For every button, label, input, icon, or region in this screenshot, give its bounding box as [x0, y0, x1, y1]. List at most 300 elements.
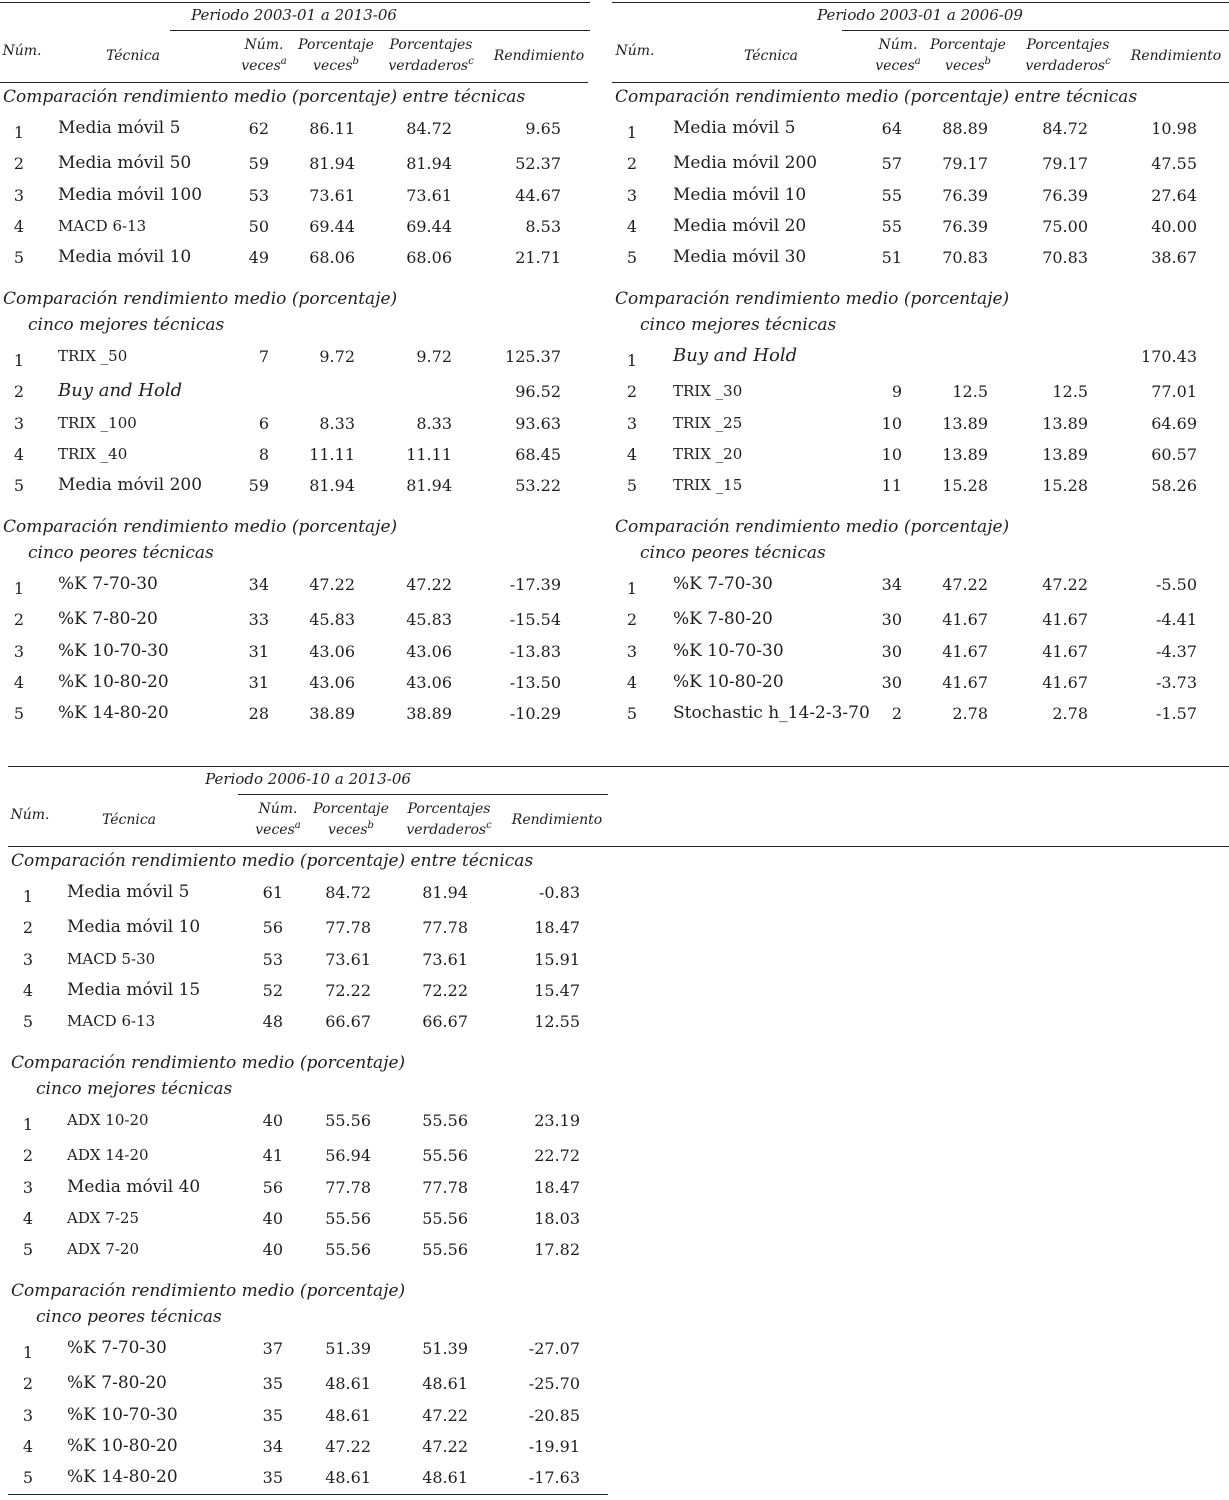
row-rendimiento: -4.37 [1155, 642, 1197, 661]
top-rule [612, 2, 1229, 3]
row-num: 1 [22, 887, 34, 906]
row-num: 2 [22, 1146, 34, 1165]
row-num-veces: 7 [258, 347, 269, 366]
row-pct-veces: 13.89 [942, 414, 988, 433]
col-header-pct-verdaderos-line2-text: verdaderos [1025, 58, 1106, 74]
row-num: 4 [626, 445, 638, 464]
row-rendimiento: 12.55 [534, 1012, 580, 1031]
row-num: 2 [13, 610, 25, 629]
row-rendimiento: 22.72 [534, 1146, 580, 1165]
row-rendimiento: 64.69 [1151, 414, 1197, 433]
col-header-pct-verdaderos-footnote: c [486, 820, 492, 831]
section-subtitle: cinco mejores técnicas [28, 315, 225, 335]
col-header-num-veces-line2-text: veces [241, 58, 281, 74]
row-num: 3 [22, 1406, 34, 1425]
row-tecnica: %K 7-80-20 [67, 1373, 167, 1393]
period-rule [170, 30, 590, 31]
row-rendimiento: 21.71 [515, 248, 561, 267]
col-header-num-veces-line2-text: veces [875, 58, 915, 74]
section-title: Comparación rendimiento medio (porcentaje) [3, 289, 398, 309]
col-header-num-veces-line1: Núm. [258, 801, 298, 817]
row-num-veces: 30 [881, 642, 902, 661]
col-header-pct-veces-line2-text: veces [328, 822, 368, 838]
row-num: 5 [13, 248, 25, 267]
col-header-pct-veces-line1: Porcentaje [313, 801, 389, 817]
col-header-num-veces-line1: Núm. [244, 37, 284, 53]
row-rendimiento: -25.70 [528, 1374, 580, 1393]
row-tecnica: MACD 5-30 [67, 950, 156, 968]
row-pct-verdaderos: 72.22 [422, 981, 468, 1000]
row-pct-veces: 69.44 [309, 217, 355, 236]
row-pct-veces: 48.61 [325, 1468, 371, 1487]
row-pct-veces: 51.39 [325, 1339, 371, 1358]
period-rule [238, 794, 608, 795]
row-pct-verdaderos: 41.67 [1042, 610, 1088, 629]
section-title: Comparación rendimiento medio (porcentaje) [615, 517, 1010, 537]
row-pct-verdaderos: 47.22 [1042, 575, 1088, 594]
row-num: 2 [13, 382, 25, 401]
col-header-num-veces-footnote: a [914, 56, 921, 67]
row-num: 2 [626, 610, 638, 629]
row-pct-verdaderos: 47.22 [422, 1437, 468, 1456]
row-pct-verdaderos: 66.67 [422, 1012, 468, 1031]
period-title: Periodo 2006-10 a 2013-06 [205, 770, 411, 788]
row-num: 5 [22, 1468, 34, 1487]
row-pct-veces: 77.78 [325, 918, 371, 937]
row-num-veces: 40 [262, 1240, 283, 1259]
row-num-veces: 49 [248, 248, 269, 267]
row-num-veces: 35 [262, 1374, 283, 1393]
col-header-pct-verdaderos-line2 [394, 820, 504, 841]
row-pct-veces: 41.67 [942, 642, 988, 661]
row-rendimiento: -10.29 [509, 704, 561, 723]
row-num: 2 [626, 154, 638, 173]
row-num-veces: 34 [248, 575, 269, 594]
row-num: 4 [22, 1437, 34, 1456]
row-num: 2 [13, 154, 25, 173]
row-num-veces: 2 [891, 704, 902, 723]
row-tecnica: %K 14-80-20 [58, 703, 169, 723]
row-tecnica: %K 7-70-30 [67, 1338, 167, 1358]
row-pct-veces: 47.22 [309, 575, 355, 594]
row-pct-veces: 8.33 [319, 414, 355, 433]
row-num-veces: 10 [881, 445, 902, 464]
row-rendimiento: -0.83 [538, 883, 580, 902]
row-num-veces: 28 [248, 704, 269, 723]
row-pct-verdaderos: 47.22 [422, 1406, 468, 1425]
row-rendimiento: 40.00 [1151, 217, 1197, 236]
col-header-num: Núm. [10, 807, 50, 823]
row-rendimiento: 15.91 [534, 950, 580, 969]
section-title: Comparación rendimiento medio (porcentaje) [3, 517, 398, 537]
col-header-pct-veces-line2 [913, 56, 1023, 77]
row-num-veces: 33 [248, 610, 269, 629]
row-pct-veces: 79.17 [942, 154, 988, 173]
row-pct-veces: 81.94 [309, 154, 355, 173]
section-title: Comparación rendimiento medio (porcentaje) [11, 1281, 406, 1301]
row-pct-verdaderos: 48.61 [422, 1374, 468, 1393]
col-header-pct-veces-line2-text: veces [313, 58, 353, 74]
row-num: 2 [626, 382, 638, 401]
row-rendimiento: 18.47 [534, 918, 580, 937]
row-pct-verdaderos: 55.56 [422, 1209, 468, 1228]
row-rendimiento: 93.63 [515, 414, 561, 433]
row-rendimiento: 77.01 [1151, 382, 1197, 401]
row-pct-veces: 47.22 [325, 1437, 371, 1456]
row-pct-veces: 73.61 [309, 186, 355, 205]
row-pct-veces: 43.06 [309, 642, 355, 661]
row-tecnica: Buy and Hold [673, 345, 798, 366]
row-tecnica: TRIX _25 [673, 414, 743, 432]
row-tecnica: MACD 6-13 [58, 217, 147, 235]
col-header-rendimiento: Rendimiento [1130, 48, 1222, 64]
top-rule [8, 766, 1229, 767]
col-header-num: Núm. [2, 43, 42, 59]
row-num-veces: 59 [248, 154, 269, 173]
row-num: 5 [22, 1012, 34, 1031]
row-num: 3 [626, 642, 638, 661]
col-header-pct-verdaderos-line1: Porcentajes [389, 37, 473, 53]
row-rendimiento: 60.57 [1151, 445, 1197, 464]
row-pct-veces: 9.72 [319, 347, 355, 366]
row-num: 5 [22, 1240, 34, 1259]
row-tecnica: TRIX _40 [58, 445, 128, 463]
row-tecnica: %K 10-80-20 [58, 672, 169, 692]
col-header-pct-verdaderos-line1: Porcentajes [407, 801, 491, 817]
row-pct-verdaderos: 76.39 [1042, 186, 1088, 205]
row-pct-verdaderos: 55.56 [422, 1111, 468, 1130]
row-num-veces: 37 [262, 1339, 283, 1358]
row-pct-verdaderos: 77.78 [422, 918, 468, 937]
col-header-pct-veces-footnote: b [352, 56, 359, 67]
row-pct-veces: 47.22 [942, 575, 988, 594]
period-title: Periodo 2003-01 a 2006-09 [817, 6, 1023, 24]
row-rendimiento: 47.55 [1151, 154, 1197, 173]
header-rule [612, 82, 1229, 83]
row-num: 4 [22, 1209, 34, 1228]
row-pct-verdaderos: 73.61 [422, 950, 468, 969]
period-rule [842, 30, 1229, 31]
col-header-pct-veces-line1: Porcentaje [930, 37, 1006, 53]
row-num-veces: 31 [248, 673, 269, 692]
row-pct-verdaderos: 15.28 [1042, 476, 1088, 495]
row-pct-verdaderos: 84.72 [406, 119, 452, 138]
section-subtitle: cinco peores técnicas [36, 1307, 222, 1327]
section-title: Comparación rendimiento medio (porcentaje) entre técnicas [3, 87, 526, 107]
row-num-veces: 8 [258, 445, 269, 464]
col-header-pct-veces-line2-text: veces [945, 58, 985, 74]
row-pct-verdaderos: 41.67 [1042, 673, 1088, 692]
row-rendimiento: 10.98 [1151, 119, 1197, 138]
row-num: 1 [626, 351, 638, 370]
row-pct-verdaderos: 70.83 [1042, 248, 1088, 267]
row-pct-verdaderos: 81.94 [406, 154, 452, 173]
col-header-rendimiento: Rendimiento [511, 812, 603, 828]
row-tecnica: Media móvil 20 [673, 216, 807, 236]
col-header-tecnica: Técnica [101, 812, 157, 828]
col-header-pct-verdaderos-line2 [1013, 56, 1123, 77]
row-rendimiento: -20.85 [528, 1406, 580, 1425]
row-pct-veces: 88.89 [942, 119, 988, 138]
col-header-pct-veces-footnote: b [984, 56, 991, 67]
row-num-veces: 30 [881, 673, 902, 692]
row-pct-veces: 12.5 [952, 382, 988, 401]
row-num-veces: 55 [881, 186, 902, 205]
row-pct-verdaderos: 41.67 [1042, 642, 1088, 661]
row-tecnica: Media móvil 50 [58, 153, 192, 173]
col-header-pct-verdaderos-line1: Porcentajes [1026, 37, 1110, 53]
row-num-veces: 10 [881, 414, 902, 433]
row-tecnica: Media móvil 5 [67, 882, 190, 902]
row-tecnica: %K 7-70-30 [673, 574, 773, 594]
row-pct-veces: 43.06 [309, 673, 355, 692]
row-num-veces: 40 [262, 1209, 283, 1228]
col-header-pct-verdaderos-line2-text: verdaderos [388, 58, 469, 74]
row-pct-verdaderos: 43.06 [406, 642, 452, 661]
row-tecnica: TRIX _30 [673, 382, 743, 400]
row-rendimiento: -3.73 [1155, 673, 1197, 692]
row-pct-verdaderos: 45.83 [406, 610, 452, 629]
row-pct-verdaderos: 79.17 [1042, 154, 1088, 173]
row-tecnica: ADX 10-20 [67, 1111, 149, 1129]
row-num: 2 [22, 918, 34, 937]
row-rendimiento: 68.45 [515, 445, 561, 464]
row-tecnica: %K 10-80-20 [673, 672, 784, 692]
row-pct-verdaderos: 77.78 [422, 1178, 468, 1197]
row-num: 1 [626, 123, 638, 142]
row-rendimiento: -17.63 [528, 1468, 580, 1487]
row-pct-veces: 2.78 [952, 704, 988, 723]
row-tecnica: %K 7-80-20 [673, 609, 773, 629]
row-pct-veces: 56.94 [325, 1146, 371, 1165]
row-num: 1 [13, 351, 25, 370]
row-pct-veces: 72.22 [325, 981, 371, 1000]
row-num-veces: 9 [891, 382, 902, 401]
row-tecnica: Media móvil 30 [673, 247, 807, 267]
row-tecnica: ADX 7-25 [67, 1209, 140, 1227]
row-num-veces: 35 [262, 1406, 283, 1425]
col-header-num: Núm. [615, 43, 655, 59]
row-num: 3 [626, 186, 638, 205]
section-title: Comparación rendimiento medio (porcentaje) entre técnicas [11, 851, 534, 871]
col-header-pct-verdaderos-line2 [376, 56, 486, 77]
row-num-veces: 64 [881, 119, 902, 138]
row-rendimiento: 125.37 [505, 347, 561, 366]
row-pct-verdaderos: 55.56 [422, 1240, 468, 1259]
row-num: 5 [626, 476, 638, 495]
row-num-veces: 51 [881, 248, 902, 267]
row-pct-veces: 76.39 [942, 217, 988, 236]
row-rendimiento: 53.22 [515, 476, 561, 495]
col-header-pct-verdaderos-line2-text: verdaderos [406, 822, 487, 838]
row-pct-verdaderos: 9.72 [416, 347, 452, 366]
row-rendimiento: 38.67 [1151, 248, 1197, 267]
row-rendimiento: 17.82 [534, 1240, 580, 1259]
col-header-tecnica: Técnica [743, 48, 799, 64]
row-pct-verdaderos: 84.72 [1042, 119, 1088, 138]
header-rule [8, 846, 1229, 847]
row-num-veces: 35 [262, 1468, 283, 1487]
row-num: 3 [22, 1178, 34, 1197]
col-header-tecnica: Técnica [105, 48, 161, 64]
row-rendimiento: 58.26 [1151, 476, 1197, 495]
col-header-pct-veces-footnote: b [367, 820, 374, 831]
row-pct-veces: 77.78 [325, 1178, 371, 1197]
row-num: 3 [13, 414, 25, 433]
row-tecnica: %K 14-80-20 [67, 1467, 178, 1487]
row-num: 5 [626, 704, 638, 723]
row-tecnica: %K 10-70-30 [673, 641, 784, 661]
row-tecnica: Media móvil 15 [67, 980, 201, 1000]
row-num: 1 [13, 579, 25, 598]
row-pct-veces: 68.06 [309, 248, 355, 267]
row-tecnica: Media móvil 200 [673, 153, 818, 173]
row-num: 2 [22, 1374, 34, 1393]
row-num: 1 [13, 123, 25, 142]
row-pct-verdaderos: 47.22 [406, 575, 452, 594]
row-num-veces: 50 [248, 217, 269, 236]
row-num: 5 [626, 248, 638, 267]
row-pct-verdaderos: 55.56 [422, 1146, 468, 1165]
row-rendimiento: -13.50 [509, 673, 561, 692]
section-title: Comparación rendimiento medio (porcentaje) entre técnicas [615, 87, 1138, 107]
row-num-veces: 53 [248, 186, 269, 205]
row-tecnica: %K 10-80-20 [67, 1436, 178, 1456]
row-rendimiento: 96.52 [515, 382, 561, 401]
row-pct-veces: 55.56 [325, 1111, 371, 1130]
row-tecnica: Media móvil 5 [673, 118, 796, 138]
section-subtitle: cinco peores técnicas [640, 543, 826, 563]
row-pct-verdaderos: 2.78 [1052, 704, 1088, 723]
row-tecnica: %K 10-70-30 [67, 1405, 178, 1425]
row-num-veces: 56 [262, 918, 283, 937]
row-num: 4 [22, 981, 34, 1000]
row-rendimiento: -15.54 [509, 610, 561, 629]
col-header-pct-verdaderos-footnote: c [1105, 56, 1111, 67]
row-tecnica: Buy and Hold [58, 380, 183, 401]
row-num: 4 [626, 673, 638, 692]
row-num-veces: 34 [881, 575, 902, 594]
row-pct-veces: 70.83 [942, 248, 988, 267]
row-tecnica: Media móvil 5 [58, 118, 181, 138]
row-num: 3 [22, 950, 34, 969]
row-rendimiento: 18.47 [534, 1178, 580, 1197]
row-tecnica: %K 7-80-20 [58, 609, 158, 629]
col-header-num-veces-footnote: a [280, 56, 287, 67]
row-num-veces: 56 [262, 1178, 283, 1197]
row-tecnica: TRIX _100 [58, 414, 137, 432]
row-rendimiento: 52.37 [515, 154, 561, 173]
section-title: Comparación rendimiento medio (porcentaje) [615, 289, 1010, 309]
row-rendimiento: -17.39 [509, 575, 561, 594]
row-pct-verdaderos: 43.06 [406, 673, 452, 692]
row-rendimiento: 170.43 [1141, 347, 1197, 366]
row-rendimiento: -19.91 [528, 1437, 580, 1456]
row-num: 3 [13, 186, 25, 205]
row-num: 1 [626, 579, 638, 598]
row-pct-verdaderos: 69.44 [406, 217, 452, 236]
row-tecnica: Media móvil 100 [58, 185, 203, 205]
col-header-rendimiento: Rendimiento [493, 48, 585, 64]
col-header-pct-veces-line2 [281, 56, 391, 77]
row-tecnica: Media móvil 40 [67, 1177, 201, 1197]
row-tecnica: Media móvil 10 [67, 917, 201, 937]
col-header-num-veces-footnote: a [294, 820, 301, 831]
col-header-num-veces-line2-text: veces [255, 822, 295, 838]
row-pct-verdaderos: 51.39 [422, 1339, 468, 1358]
row-pct-veces: 48.61 [325, 1406, 371, 1425]
row-pct-verdaderos: 68.06 [406, 248, 452, 267]
row-tecnica: Media móvil 200 [58, 475, 203, 495]
col-header-pct-verdaderos-footnote: c [468, 56, 474, 67]
row-pct-veces: 41.67 [942, 673, 988, 692]
row-num-veces: 40 [262, 1111, 283, 1130]
col-header-num-veces-line1: Núm. [878, 37, 918, 53]
row-num-veces: 11 [881, 476, 902, 495]
row-tecnica: Media móvil 10 [673, 185, 807, 205]
period-title: Periodo 2003-01 a 2013-06 [191, 6, 397, 24]
section-title: Comparación rendimiento medio (porcentaje) [11, 1053, 406, 1073]
row-rendimiento: -13.83 [509, 642, 561, 661]
header-rule [0, 82, 588, 83]
row-pct-veces: 11.11 [309, 445, 355, 464]
row-pct-veces: 66.67 [325, 1012, 371, 1031]
section-subtitle: cinco mejores técnicas [640, 315, 837, 335]
row-pct-veces: 13.89 [942, 445, 988, 464]
row-rendimiento: 8.53 [525, 217, 561, 236]
row-tecnica: TRIX _15 [673, 476, 743, 494]
row-num-veces: 48 [262, 1012, 283, 1031]
row-num-veces: 30 [881, 610, 902, 629]
row-pct-verdaderos: 38.89 [406, 704, 452, 723]
row-num-veces: 41 [262, 1146, 283, 1165]
row-pct-veces: 38.89 [309, 704, 355, 723]
row-num-veces: 62 [248, 119, 269, 138]
row-rendimiento: -4.41 [1155, 610, 1197, 629]
col-header-pct-veces-line1: Porcentaje [298, 37, 374, 53]
row-tecnica: Media móvil 10 [58, 247, 192, 267]
row-pct-verdaderos: 8.33 [416, 414, 452, 433]
section-subtitle: cinco peores técnicas [28, 543, 214, 563]
section-subtitle: cinco mejores técnicas [36, 1079, 233, 1099]
row-rendimiento: 15.47 [534, 981, 580, 1000]
row-num: 5 [13, 476, 25, 495]
row-rendimiento: -5.50 [1155, 575, 1197, 594]
row-pct-veces: 55.56 [325, 1209, 371, 1228]
row-pct-veces: 81.94 [309, 476, 355, 495]
row-num-veces: 55 [881, 217, 902, 236]
row-rendimiento: -27.07 [528, 1339, 580, 1358]
row-pct-verdaderos: 13.89 [1042, 445, 1088, 464]
row-pct-veces: 76.39 [942, 186, 988, 205]
row-tecnica: MACD 6-13 [67, 1012, 156, 1030]
row-rendimiento: 27.64 [1151, 186, 1197, 205]
row-tecnica: TRIX _50 [58, 347, 128, 365]
col-header-pct-veces-line2 [296, 820, 406, 841]
row-pct-verdaderos: 73.61 [406, 186, 452, 205]
bottom-rule [8, 1494, 608, 1495]
row-pct-verdaderos: 11.11 [406, 445, 452, 464]
row-pct-veces: 41.67 [942, 610, 988, 629]
row-rendimiento: 18.03 [534, 1209, 580, 1228]
row-pct-verdaderos: 81.94 [422, 883, 468, 902]
row-tecnica: TRIX _20 [673, 445, 743, 463]
row-pct-verdaderos: 48.61 [422, 1468, 468, 1487]
row-rendimiento: 44.67 [515, 186, 561, 205]
row-num: 4 [13, 217, 25, 236]
row-pct-veces: 86.11 [309, 119, 355, 138]
row-rendimiento: -1.57 [1155, 704, 1197, 723]
